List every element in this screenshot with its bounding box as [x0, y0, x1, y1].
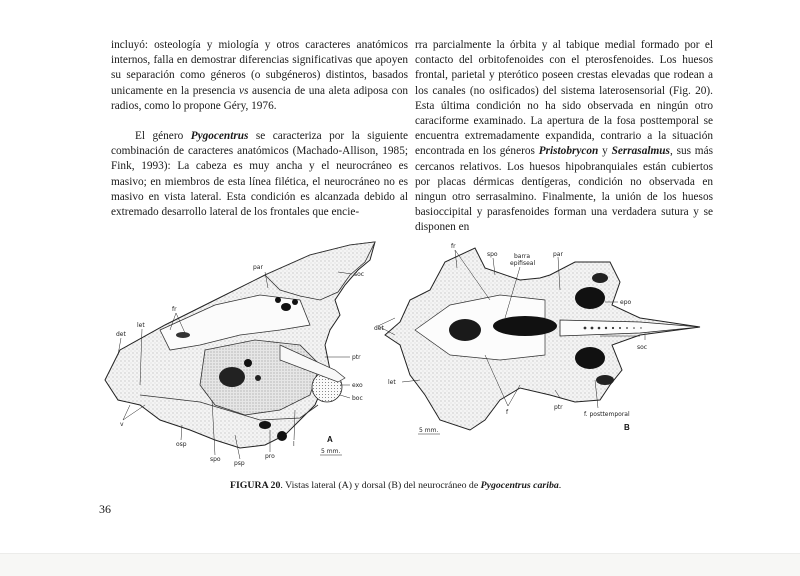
foramen — [277, 431, 287, 441]
label-fr-b: fr — [451, 243, 456, 250]
label-par-b: par — [553, 251, 563, 258]
label-f: f — [506, 409, 509, 416]
caption-label: FIGURA 20 — [230, 480, 281, 491]
text-span: rra parcialmente la órbita y al tabique medial formado por el contacto del orbitofenoides con el pterosfenoides. Los huesos frontal, parietal y pterótico poseen crestas elevadas que rodean a los canales (no osificados) del sistema laterosensorial (Fig. 20). Esta última condición no ha sido observada en ningún otro caraciforme examinado. La apertura de la fosa posttemporal se encuentra extremadamente expandida, contrario a la situación encontrada en los géneros — [415, 39, 713, 158]
foramen — [219, 367, 245, 387]
label-soc-b: soc — [637, 344, 648, 351]
fontanel — [493, 316, 557, 336]
text-span: y — [598, 145, 612, 158]
label-fr: fr — [172, 306, 177, 313]
label-psp: psp — [234, 460, 245, 467]
scale-label-b: 5 mm. — [419, 427, 439, 434]
label-osp: osp — [176, 441, 187, 448]
soc-spine — [560, 320, 700, 336]
epo-process — [596, 375, 614, 385]
foramen — [292, 299, 298, 305]
label-v: v — [120, 421, 124, 428]
panel-b-dorsal-view — [374, 243, 700, 434]
text-span: incluyó: osteología y miología y otros caracteres anatómicos internos, falla en demostrar diferencias significativas que apoyen su separación como géneros (o subgéneros) distintos, basados unicamente en la presencia — [111, 39, 408, 97]
label-f-posttemporal: f. posttemporal — [584, 411, 630, 418]
label-let-b: let — [388, 379, 396, 386]
epo-process — [592, 273, 608, 283]
foramen — [255, 375, 261, 381]
genus-name: Serrasalmus — [611, 145, 670, 158]
panel-a-lateral-view — [105, 242, 375, 467]
label-epifiseal: epifiseal — [510, 260, 536, 267]
scale-label-a: 5 mm. — [321, 448, 341, 455]
text-span: , sus más cercanos relativos. Los huesos hipobranquiales están cubiertos por placas dérmicas dentígeras, condición no observada en ningun otro serrasalmino. Finalmente, la unión de los huesos basioccipital y parasfenoides forman una verdadera sutura y se disponen en — [415, 145, 713, 234]
text-span: se caracteriza por la siguiente combinación de caracteres anatómicos (Machado-Allison, 1985; Fink, 1993): La cabeza es muy ancha y el neurocráneo es masivo; en miembros de esta línea filética, el neurocráneo no es masivo en vista lateral. Esta condición es alcanzada debido al extremado desarrollo lateral de los frontales que encie- — [111, 130, 408, 219]
foramen — [281, 303, 291, 311]
figure-caption — [230, 480, 650, 491]
italic-vs: vs — [238, 84, 249, 97]
foramen — [244, 359, 252, 367]
label-exo: exo — [352, 382, 363, 389]
posttemporal-fossa-lower — [575, 347, 605, 369]
label-ptr: ptr — [352, 354, 361, 361]
foramen — [275, 297, 281, 303]
label-det: det — [116, 331, 126, 338]
text-span: El género — [135, 130, 191, 143]
genus-name: Pristobrycon — [538, 145, 599, 158]
label-det-b: det — [374, 325, 384, 332]
label-epo: epo — [620, 299, 632, 306]
label-pro: pro — [265, 453, 275, 460]
caption-text: . Vistas lateral (A) y dorsal (B) del neurocráneo de — [280, 480, 481, 491]
label-boc: boc — [352, 395, 363, 402]
panel-letter-a: A — [327, 435, 333, 444]
label-l: l — [293, 441, 295, 448]
label-soc: soc — [354, 271, 365, 278]
caption-species: Pygocentrus cariba — [480, 480, 559, 491]
label-spo: spo — [210, 456, 221, 463]
posttemporal-fossa-upper — [575, 287, 605, 309]
label-ptr-b: ptr — [554, 404, 563, 411]
genus-name: Pygocentrus — [190, 130, 249, 143]
fontanel-anterior — [449, 319, 481, 341]
text-span: ausencia de una aleta adiposa con radios, como lo propone Géry, 1976. — [111, 84, 408, 112]
foramen — [176, 332, 190, 338]
foramen — [259, 421, 271, 429]
panel-letter-b: B — [624, 423, 630, 432]
caption-end: . — [558, 480, 562, 491]
label-par: par — [253, 264, 263, 271]
page-number: 36 — [99, 502, 111, 516]
label-barra: barra — [514, 253, 530, 260]
label-spo-b: spo — [487, 251, 498, 258]
label-let: let — [137, 322, 145, 329]
